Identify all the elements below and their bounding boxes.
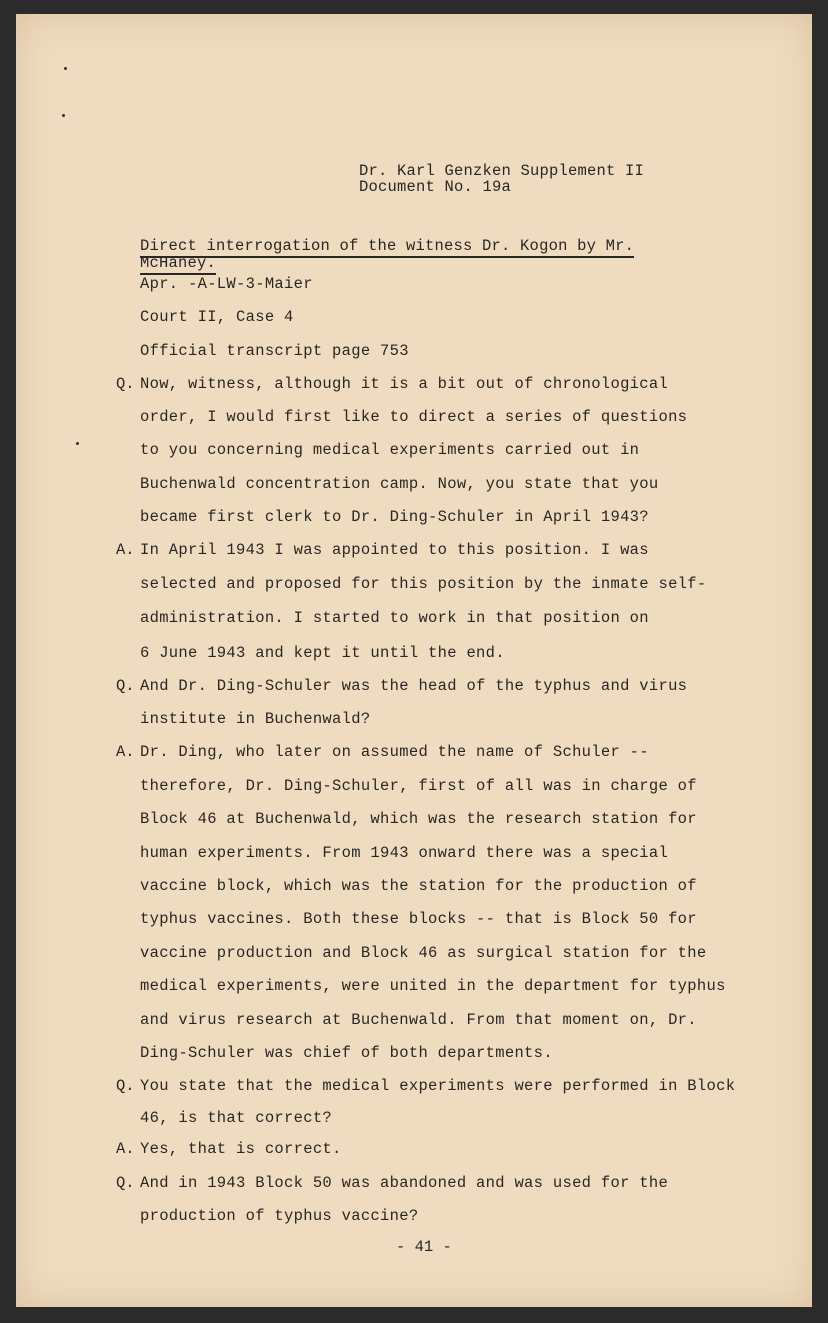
punch-mark (76, 442, 79, 445)
question-marker: Q. (116, 1077, 135, 1095)
page-number: - 41 - (396, 1238, 452, 1256)
header-supplement: Dr. Karl Genzken Supplement II (359, 162, 645, 180)
answer-line: In April 1943 I was appointed to this position. I was (140, 541, 649, 559)
answer-line: therefore, Dr. Ding-Schuler, first of all was in charge of (140, 777, 697, 795)
question-marker: Q. (116, 677, 135, 695)
answer-marker: A. (116, 743, 135, 761)
document-title-text: Direct interrogation of the witness Dr. Kogon by Mr. McHaney. (140, 237, 634, 275)
question-marker: Q. (116, 1174, 135, 1192)
answer-line: administration. I started to work in that position on (140, 609, 649, 627)
answer-line: typhus vaccines. Both these blocks -- that is Block 50 for (140, 910, 697, 928)
document-header (359, 163, 644, 195)
answer-line: and virus research at Buchenwald. From that moment on, Dr. (140, 1011, 697, 1029)
answer-line: medical experiments, were united in the department for typhus (140, 977, 726, 995)
punch-mark (62, 114, 65, 117)
question-line: Now, witness, although it is a bit out of chronological (140, 375, 669, 393)
answer-line: Dr. Ding, who later on assumed the name of Schuler -- (140, 743, 649, 761)
question-line: And Dr. Ding-Schuler was the head of the typhus and virus (140, 677, 688, 695)
answer-marker: A. (116, 1140, 135, 1158)
question-line: to you concerning medical experiments carried out in (140, 441, 640, 459)
transcript-reference: Official transcript page 753 (140, 342, 409, 360)
answer-line: vaccine block, which was the station for the production of (140, 877, 697, 895)
answer-line: vaccine production and Block 46 as surgical station for the (140, 944, 707, 962)
question-line: production of typhus vaccine? (140, 1207, 419, 1225)
answer-line: human experiments. From 1943 onward there was a special (140, 844, 669, 862)
answer-line: Yes, that is correct. (140, 1140, 342, 1158)
answer-line: Ding-Schuler was chief of both departments. (140, 1044, 553, 1062)
answer-marker: A. (116, 541, 135, 559)
question-line: order, I would first like to direct a series of questions (140, 408, 688, 426)
apr-reference: Apr. -A-LW-3-Maier (140, 275, 313, 293)
answer-line: selected and proposed for this position by the inmate self- (140, 575, 707, 593)
court-reference: Court II, Case 4 (140, 308, 294, 326)
document-page (16, 14, 812, 1307)
document-title (140, 238, 680, 272)
question-line: institute in Buchenwald? (140, 710, 371, 728)
question-line: And in 1943 Block 50 was abandoned and was used for the (140, 1174, 669, 1192)
question-line: 46, is that correct? (140, 1109, 333, 1127)
question-line: Buchenwald concentration camp. Now, you state that you (140, 475, 659, 493)
header-document-number: Document No. 19a (359, 178, 512, 196)
question-line: became first clerk to Dr. Ding-Schuler in April 1943? (140, 508, 649, 526)
answer-line: 6 June 1943 and kept it until the end. (140, 644, 505, 662)
question-marker: Q. (116, 375, 135, 393)
punch-mark (64, 67, 67, 70)
question-line: You state that the medical experiments were performed in Block (140, 1077, 736, 1095)
answer-line: Block 46 at Buchenwald, which was the research station for (140, 810, 697, 828)
